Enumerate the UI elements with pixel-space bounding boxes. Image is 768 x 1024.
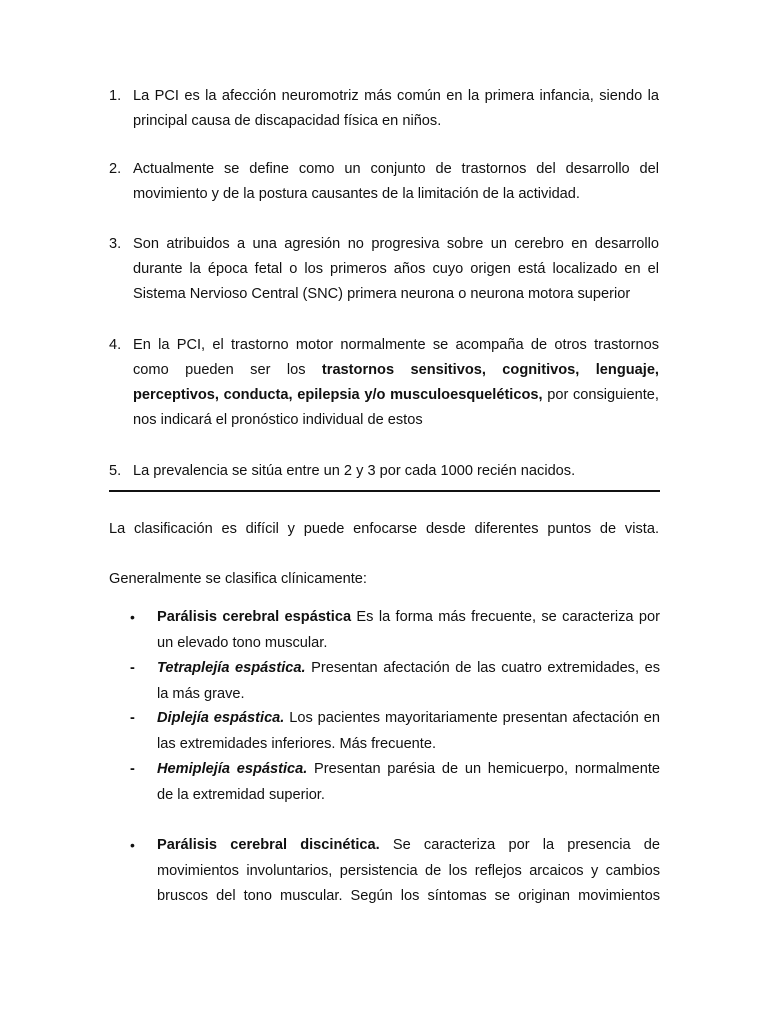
item-text: [157, 656, 660, 707]
item-title: Tetraplejía espástica.: [157, 660, 306, 676]
item-number: 1.: [109, 88, 122, 104]
item-title: Diplejía espástica.: [157, 710, 285, 726]
item-text: La PCI es la afección neuromotriz más común en la primera infancia, siendo la principal causa de discapacidad física en niños.: [133, 88, 659, 129]
item-text: Actualmente se define como un conjunto de trastornos del desarrollo del movimiento y de la postura causantes de la limitación de la actividad.: [133, 161, 659, 202]
item-title: Parálisis cerebral espástica: [157, 609, 352, 625]
item-text: [157, 833, 660, 910]
item-text: [157, 706, 660, 757]
numbered-item-2: [109, 157, 659, 207]
item-text-bold: trastornos sensitivos, cognitivos, lenguaje, perceptivos, conducta, epilepsia y/o musculoesqueléticos,: [133, 362, 659, 403]
classification-item-tetraplegia: [130, 656, 660, 707]
numbered-item-3: [109, 232, 659, 307]
item-text: [133, 333, 659, 433]
bullet-marker: •: [130, 837, 135, 853]
dash-marker: -: [130, 710, 135, 726]
item-description: Presentan parésia de un hemicuerpo, normalmente de la extremidad superior.: [157, 761, 660, 803]
dash-marker: -: [130, 660, 135, 676]
dash-marker: -: [130, 761, 135, 777]
intro-paragraph: La clasificación es difícil y puede enfocarse desde diferentes puntos de vista.: [109, 521, 659, 537]
item-title: Parálisis cerebral discinética.: [157, 837, 380, 853]
numbered-item-5: [109, 459, 659, 484]
clinical-intro: Generalmente se clasifica clínicamente:: [109, 571, 367, 587]
horizontal-rule: [109, 490, 660, 492]
item-text: Son atribuidos a una agresión no progresiva sobre un cerebro en desarrollo durante la época fetal o los primeros años cuyo origen está localizado en el Sistema Nervioso Central (SNC) primera neurona o neurona motora superior: [133, 236, 659, 302]
classification-item-spastic: [130, 605, 660, 656]
item-description: Los pacientes mayoritariamente presentan afectación en las extremidades inferiores. Más frecuente.: [157, 710, 660, 752]
item-text-after: por consiguiente, nos indicará el pronóstico individual de estos: [133, 387, 659, 428]
item-text: [157, 605, 660, 656]
numbered-item-1: [109, 84, 659, 134]
item-number: 2.: [109, 161, 122, 177]
item-number: 4.: [109, 337, 122, 353]
item-description: Se caracteriza por la presencia de movimientos involuntarios, persistencia de los reflejos arcaicos y cambios bruscos del tono muscular. Según los síntomas se originan movimientos: [157, 837, 661, 904]
item-number: 5.: [109, 463, 122, 479]
item-text: La prevalencia se sitúa entre un 2 y 3 por cada 1000 recién nacidos.: [133, 463, 576, 479]
classification-item-hemiplegia: [130, 757, 660, 808]
item-text: [157, 757, 660, 808]
item-text-before: En la PCI, el trastorno motor normalmente se acompaña de otros trastornos como pueden ser los: [133, 337, 659, 378]
item-description: Presentan afectación de las cuatro extremidades, es la más grave.: [157, 660, 660, 702]
item-number: 3.: [109, 236, 122, 252]
classification-item-diplegia: [130, 706, 660, 757]
item-description: Es la forma más frecuente, se caracteriza por un elevado tono muscular.: [157, 609, 660, 651]
numbered-item-4: [109, 333, 659, 433]
bullet-marker: •: [130, 609, 135, 625]
classification-item-dyskinetic: [130, 833, 660, 910]
item-title: Hemiplejía espástica.: [157, 761, 308, 777]
